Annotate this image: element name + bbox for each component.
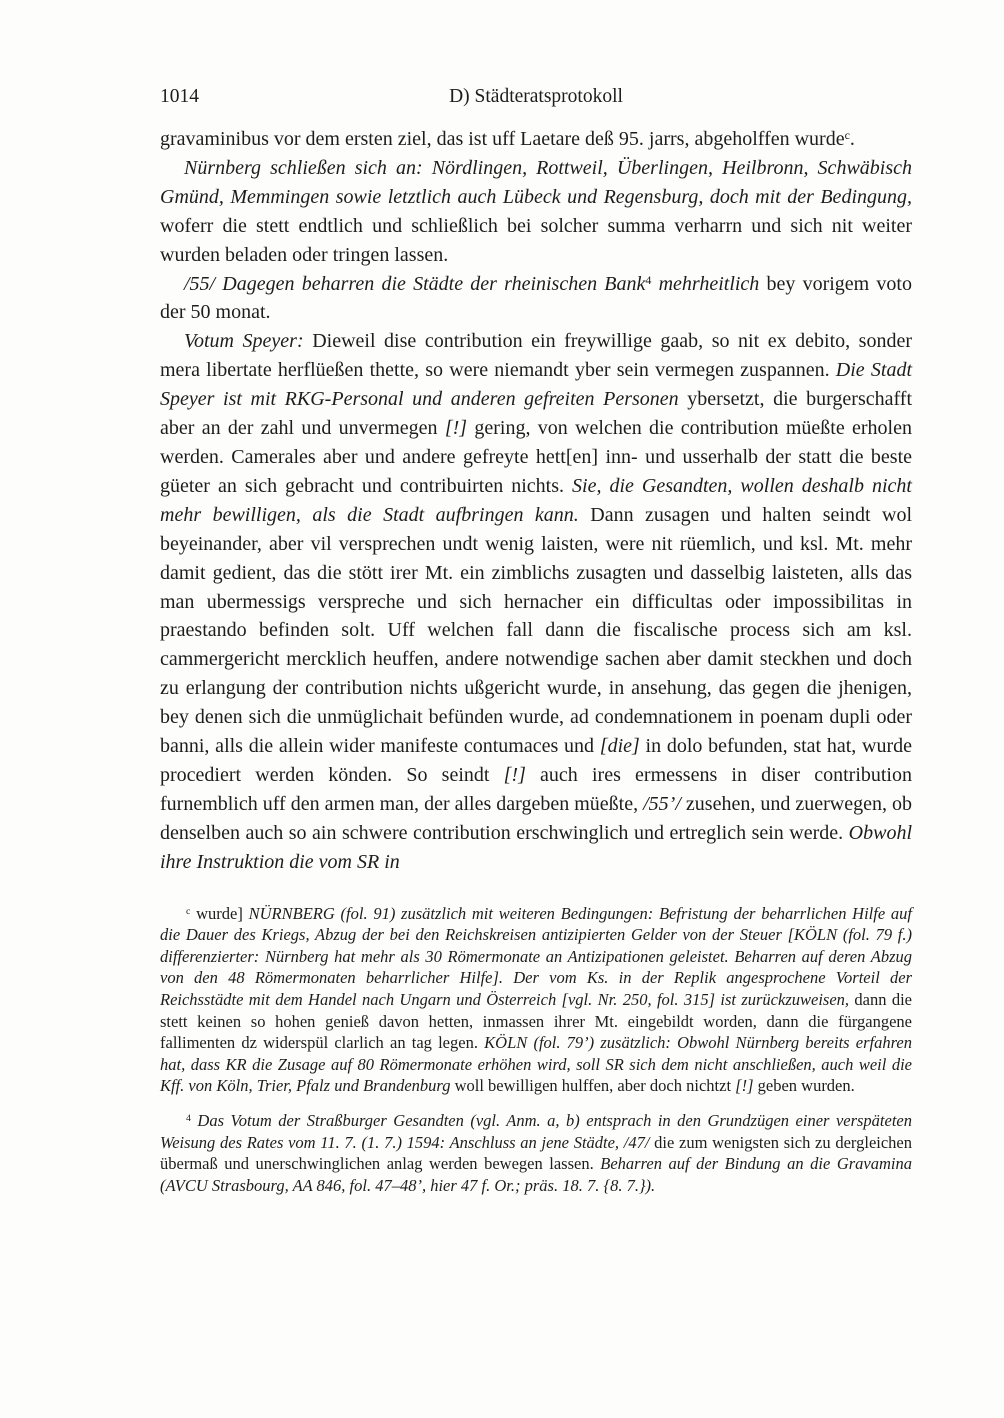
text-segment: .	[849, 128, 855, 150]
text-segment: dann die stett keinen so hohen genieß davon hetten, inmassen ihrer Mt. eingebildt worden, dann die fürgangene fallimenten dz widerspül clarlich an tag legen.	[160, 989, 912, 1053]
text-segment: ybersetzt, die burgerschafft aber an der zahl und unvermegen	[160, 388, 913, 440]
text-segment: bey vorigem voto der 50 monat.	[160, 272, 912, 324]
text-segment: Dieweil dise contribution ein freywillige gaab, so nit ex debito, sonder mera libertate herflüeßen thette, so were niemandt yber sein vermegen zuspannen.	[160, 330, 913, 382]
text-segment: woferr die stett endtlich und schließlich bei solcher summa verharrn und sich nit weiter wurden beladen oder tringen lassen.	[160, 214, 912, 266]
text-segment: [!]	[503, 763, 526, 786]
text-segment: KÖLN (fol. 79’) zusätzlich: Obwohl Nürnberg bereits erfahren hat, dass KR die Zusage auf 80 Römermonate erhöhen wird, soll SR sich dem nicht anschließen, auch weil die Kff. von Köln, Trier, Pfalz und Brandenburg	[160, 1033, 912, 1096]
text-segment: in dolo befunden, stat hat, wurde procediert werden könden. So seindt	[160, 735, 913, 786]
page-number: 1014	[160, 86, 199, 107]
footnote	[160, 903, 912, 1097]
body-paragraph	[160, 327, 912, 876]
text-segment: zusehen, und zuerwegen, ob denselben auch so ain schwere contribution erschwinglich und ertreglich sein werde.	[160, 792, 912, 844]
text-segment: [die]	[599, 735, 640, 758]
text-segment: [!]	[735, 1076, 754, 1096]
text-segment: mehrheitlich	[651, 272, 767, 295]
body-paragraph	[160, 125, 912, 154]
text-segment: [!]	[444, 417, 468, 440]
text-segment: Die Stadt Speyer ist mit RKG-Personal und anderen gefreiten Personen	[160, 359, 912, 411]
text-segment: /55/ Dagegen beharren die Städte der rheinischen Bank	[184, 272, 646, 295]
footnote-section	[160, 903, 912, 1197]
text-segment: gering, von welchen die contribution müeßte erholen werden. Camerales aber und andere gefreyte hett[en] inn- und usserhalb der statt die beste güeter an sich gebracht und contribuirten nichts.	[160, 417, 912, 497]
text-segment: Sie, die Gesandten, wollen deshalb nicht mehr bewilligen, als die Stadt aufbringen kann.	[160, 474, 912, 526]
text-segment: /55’/	[643, 792, 681, 815]
text-segment: Dann zusagen und halten seindt wol beyeinander, aber vil versprechen undt wenig laisten, were nit rüemlich, und ksl. Mt. mehr damit gedient, das die stött irer Mt. ein zimblichs zusagten und dasselbig laisteten, alls das man ubermessigs verspreche und sich hernacher ein difficultas oder impossibilitas in praestando befinden solt. Uff welchen fall dann die fiscalische process sich am ksl. cammergericht mercklich heuffen, andere notwendige sachen aber damit steckhen und doch zu erlangung der contribution nichts ußgericht wurde, in ansehung, das gegen die jhenigen, bey denen sich die unmüglichait befünden wurde, ad condemnationem in poenam dupli oder banni, alls die allein wider manifeste contumaces und	[160, 503, 912, 758]
footnote	[160, 1110, 912, 1196]
body-paragraph	[160, 270, 912, 328]
footnote-marker: c	[186, 905, 191, 917]
text-segment: Votum Speyer:	[184, 330, 313, 353]
text-segment: geben wurden.	[753, 1076, 855, 1096]
text-segment: wurde]	[190, 903, 249, 923]
footnote-marker: 4	[645, 272, 652, 287]
body-paragraph	[160, 154, 912, 270]
running-title: D) Städteratsprotokoll	[449, 86, 623, 107]
text-segment: Das Votum der Straßburger Gesandten (vgl. Anm. a, b) entsprach in den Grundzügen einer verspäteten Weisung des Rates vom 11. 7. (1. 7.) 1594: Anschluss an jene Städte, /47/	[160, 1110, 912, 1152]
text-segment: NÜRNBERG (fol. 91) zusätzlich mit weiteren Bedingungen: Befristung der beharrlichen Hilfe auf die Dauer des Kriegs, Abzug der bei den Reichskreisen antizipierten Gelder von der Steuer [KÖLN (fol. 79 f.) differenzierter: Nürnberg hat mehr als 30 Römermonate an Antizipationen geleistet. Beharren auf deren Abzug von den 48 Römermonaten beharrlicher Hilfe]. Der vom Ks. in der Replik angesprochene Vorteil der Reichsstädte mit dem Handel nach Ungarn und Österreich [vgl. Nr. 250, fol. 315] ist zurückzuweisen,	[160, 903, 913, 1009]
text-segment: auch ires ermessens in diser contribution furnemblich uff den armen man, der alles dargeben müeßte,	[160, 763, 912, 815]
text-segment: Beharren auf der Bindung an die Gravamina (AVCU Strasbourg, AA 846, fol. 47–48’, hier 47 f. Or.; präs. 18. 7. {8. 7.}).	[160, 1154, 912, 1195]
text-segment: gravaminibus vor dem ersten ziel, das ist uff Laetare deß 95. jarrs, abgeholffen wurde	[160, 128, 845, 150]
text-segment: Nürnberg schließen sich an: Nördlingen, Rottweil, Überlingen, Heilbronn, Schwäbisch Gmünd, Memmingen sowie letztlich auch Lübeck und Regensburg, doch mit der Bedingung,	[160, 156, 912, 208]
page-header	[160, 84, 912, 109]
footnote-marker: 4	[186, 1112, 191, 1124]
main-text	[160, 125, 912, 877]
text-segment: Obwohl ihre Instruktion die vom SR in	[160, 821, 912, 873]
text-segment: die zum wenigsten sich zu dergleichen übermaß und unerschwinglichen anlag werden bewegen lassen.	[160, 1132, 912, 1174]
text-segment: woll bewilligen hulffen, aber doch nichtzt	[454, 1076, 736, 1096]
footnote-marker: c	[844, 128, 850, 142]
